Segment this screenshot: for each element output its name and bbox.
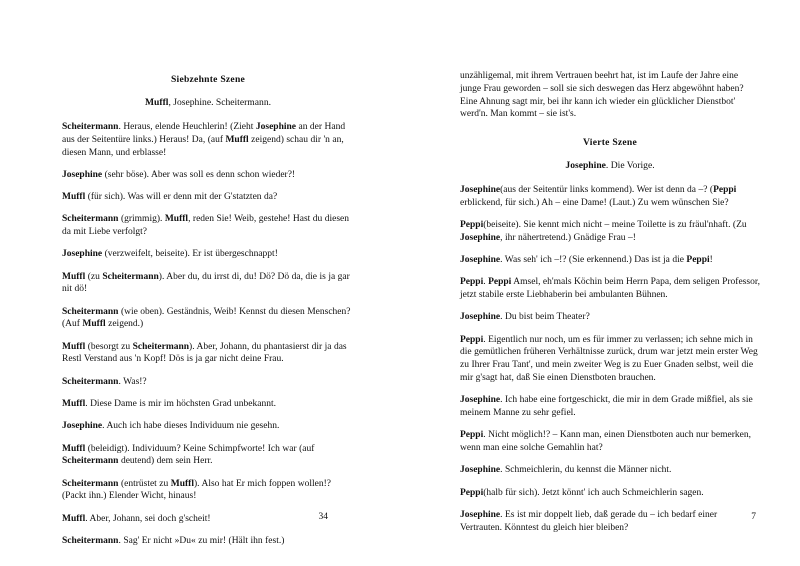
speech-line bbox=[460, 219, 760, 245]
speech-line bbox=[460, 276, 760, 302]
speaker-name: Josephine bbox=[460, 312, 501, 323]
speaker-name: Josephine bbox=[460, 395, 501, 406]
speech-line bbox=[460, 394, 760, 420]
speech-text: (entrüstet zu Muffl). Also hat Er mich foppen wollen!? (Packt ihn.) Elender Wicht, hinaus! bbox=[62, 478, 331, 502]
speech-text: . Peppi Amsel, eh'mals Köchin beim Herrn Papa, dem seligen Professor, jetzt stabile erste Liebhaberin bei ambulanten Bühnen. bbox=[460, 277, 760, 301]
speaker-name: Muffl bbox=[62, 271, 86, 282]
speech-text: . Heraus, elende Heuchlerin! (Zieht Josephine an der Hand aus der Seitentüre links.) Heraus! Da, (auf Muffl zeigend) schau dir 'n an, diesen Mann, und erblasse! bbox=[62, 122, 346, 158]
inline-character-name: Muffl bbox=[170, 478, 194, 489]
speech-line bbox=[62, 478, 354, 504]
speaker-name: Josephine bbox=[460, 255, 501, 266]
speaker-name: Peppi bbox=[460, 487, 484, 498]
speaker-name: Peppi bbox=[460, 430, 484, 441]
inline-character-name: Peppi bbox=[713, 185, 737, 196]
inline-character-name: Scheitermann bbox=[132, 341, 190, 352]
speaker-name: Scheitermann bbox=[62, 122, 119, 132]
speaker-name: Peppi bbox=[460, 220, 484, 231]
speech-line bbox=[460, 509, 760, 535]
speaker-name: Scheitermann bbox=[62, 478, 119, 489]
speech-text: . Was!? bbox=[118, 376, 147, 387]
speech-text: (beleidigt). Individuum? Keine Schimpfworte! Ich war (auf Scheitermann deutend) dem sein Herr. bbox=[62, 443, 315, 467]
right-scene-cast bbox=[460, 160, 760, 172]
speech-text: . Ich habe eine fortgeschickt, die mir in dem Grade mißfiel, als sie meinem Manne zu sehr gefiel. bbox=[460, 395, 753, 419]
left-page-number: 34 bbox=[318, 512, 328, 522]
speaker-name: Josephine bbox=[460, 185, 501, 196]
speech-text: (grimmig). Muffl, reden Sie! Weib, gestehe! Hast du diesen da mit Liebe verfolgt? bbox=[62, 214, 350, 238]
speech-text: (besorgt zu Scheitermann). Aber, Johann, du phantasierst dir ja das Restl Verstand aus 'n Kopf! Dös is ja gar nicht deine Frau. bbox=[62, 341, 347, 365]
speech-line bbox=[62, 213, 354, 239]
speaker-name: Josephine bbox=[460, 509, 501, 520]
speech-line bbox=[460, 487, 760, 500]
speaker-name: Muffl bbox=[62, 192, 86, 203]
speech-text: . Aber, Johann, sei doch g'scheit! bbox=[85, 513, 211, 524]
speaker-name: Peppi bbox=[460, 277, 484, 288]
speech-line bbox=[460, 311, 760, 324]
speech-text: (beiseite). Sie kennt mich nicht – meine Toilette is zu fräul'nhaft. (Zu Josephine, ihr nähertretend.) Gnädige Frau –! bbox=[460, 220, 747, 243]
speech-line bbox=[62, 535, 354, 548]
inline-character-name: Muffl bbox=[82, 319, 106, 330]
inline-character-name: Muffl bbox=[225, 134, 249, 145]
speech-text: . Nicht möglich!? – Kann man, einen Dienstboten auch nur bemerken, wenn man eine solche Gemahlin hat? bbox=[460, 430, 751, 454]
speech-text: . Auch ich habe dieses Individuum nie gesehn. bbox=[102, 421, 280, 432]
speaker-name: Scheitermann bbox=[62, 306, 119, 317]
inline-character-name: Peppi bbox=[488, 277, 512, 288]
speech-text: . Du bist beim Theater? bbox=[500, 312, 590, 323]
speech-text: (für sich). Was will er denn mit der G'statzten da? bbox=[85, 192, 278, 203]
speech-text: . Was seh' ich –!? (Sie erkennend.) Das ist ja die Peppi! bbox=[500, 255, 713, 266]
speech-text: . Eigentlich nur noch, um es für immer zu verlassen; ich sehne mich in die gemütlichen früheren Verhältnisse zurück, drum war jetzt mein erster Weg zu Ihrer Frau Tant', und mein zweiter Weg is zu Euer Gnaden selbst, weil die mir g'sagt hat, daß Sie einen Dienstboten brauchen. bbox=[460, 334, 758, 383]
speaker-name: Josephine bbox=[62, 169, 103, 180]
speech-text: (halb für sich). Jetzt könnt' ich auch Schmeichlerin sagen. bbox=[483, 487, 704, 498]
speech-text: (sehr böse). Aber was soll es denn schon wieder?! bbox=[102, 169, 296, 180]
inline-character-name: Scheitermann bbox=[102, 271, 159, 282]
right-page-number: 7 bbox=[751, 512, 756, 522]
right-continued-paragraph: unzähligemal, mit ihrem Vertrauen beehrt hat, ist im Laufe der Jahre eine junge Frau geworden – soll sie sich deswegen das Herz abgewöhnt haben? Eine Ahnung sagt mir, bei ihr kann ich wieder ein glücklicher Dienstbot' werd'n. Man kommt – sie ist's. bbox=[460, 71, 744, 120]
speech-text: . Diese Dame is mir im höchsten Grad unbekannt. bbox=[85, 398, 276, 409]
speech-line bbox=[62, 191, 354, 204]
speech-line bbox=[62, 420, 354, 433]
speech-line bbox=[460, 334, 760, 385]
speech-line bbox=[460, 464, 760, 477]
inline-character-name: Peppi bbox=[686, 255, 710, 266]
speech-line bbox=[62, 513, 354, 526]
left-scene-heading: Siebzehnte Szene bbox=[170, 74, 246, 85]
inline-character-name: Muffl bbox=[164, 214, 189, 225]
speech-text: . Sag' Er nicht »Du« zu mir! (Hält ihn fest.) bbox=[118, 535, 285, 546]
left-cast-lead: Muffl bbox=[144, 96, 169, 108]
speaker-name: Scheitermann bbox=[62, 214, 119, 225]
speech-line bbox=[460, 184, 760, 210]
speech-text: (zu Scheitermann). Aber du, du irrst di, du! Dö? Dö da, die is ja gar nit dö! bbox=[62, 271, 350, 295]
speaker-name: Muffl bbox=[62, 398, 86, 409]
speech-line bbox=[62, 443, 354, 469]
speech-text: (aus der Seitentür links kommend). Wer ist denn da –? (Peppi erblickend, für sich.) Ah – eine Dame! (Laut.) Zu wem wünschen Sie? bbox=[460, 185, 737, 208]
speech-line bbox=[62, 248, 354, 261]
speaker-name: Peppi bbox=[460, 334, 484, 345]
inline-character-name: Scheitermann bbox=[62, 456, 119, 467]
speech-text: (wie oben). Geständnis, Weib! Kennst du diesen Menschen? (Auf Muffl zeigend.) bbox=[62, 306, 351, 330]
speech-line bbox=[62, 271, 354, 297]
speech-line bbox=[460, 429, 760, 455]
speech-line bbox=[62, 121, 354, 159]
left-scene-cast bbox=[62, 97, 354, 109]
speaker-name: Muffl bbox=[62, 443, 86, 454]
speech-line bbox=[62, 398, 354, 411]
left-cast-rest: , Josephine. Scheitermann. bbox=[168, 96, 272, 108]
speaker-name: Josephine bbox=[62, 421, 103, 432]
speaker-name: Scheitermann bbox=[62, 376, 119, 387]
speaker-name: Scheitermann bbox=[62, 535, 119, 546]
right-cast-lead: Josephine bbox=[565, 159, 606, 171]
speaker-name: Josephine bbox=[62, 249, 103, 260]
speaker-name: Muffl bbox=[62, 341, 86, 352]
speech-text: (verzweifelt, beiseite). Er ist übergeschnappt! bbox=[102, 249, 278, 260]
speech-line bbox=[62, 376, 354, 389]
right-speech-list bbox=[460, 184, 760, 534]
speech-text: . Es ist mir doppelt lieb, daß gerade du – ich bedarf einer Vertrauten. Könntest du gleich hier bleiben? bbox=[460, 509, 718, 533]
speech-line bbox=[62, 306, 354, 332]
speech-line bbox=[62, 169, 354, 182]
right-page bbox=[400, 0, 800, 566]
speech-text: . Schmeichlerin, du kennst die Männer nicht. bbox=[500, 465, 672, 476]
right-scene-heading: Vierte Szene bbox=[582, 137, 638, 149]
inline-character-name: Josephine bbox=[460, 232, 501, 243]
speech-line bbox=[460, 254, 760, 267]
speaker-name: Josephine bbox=[460, 465, 501, 476]
inline-character-name: Josephine bbox=[255, 122, 296, 132]
speech-line bbox=[62, 341, 354, 367]
left-speech-list bbox=[62, 121, 354, 548]
right-cast-rest: . Die Vorige. bbox=[605, 159, 655, 171]
speaker-name: Muffl bbox=[62, 513, 86, 524]
